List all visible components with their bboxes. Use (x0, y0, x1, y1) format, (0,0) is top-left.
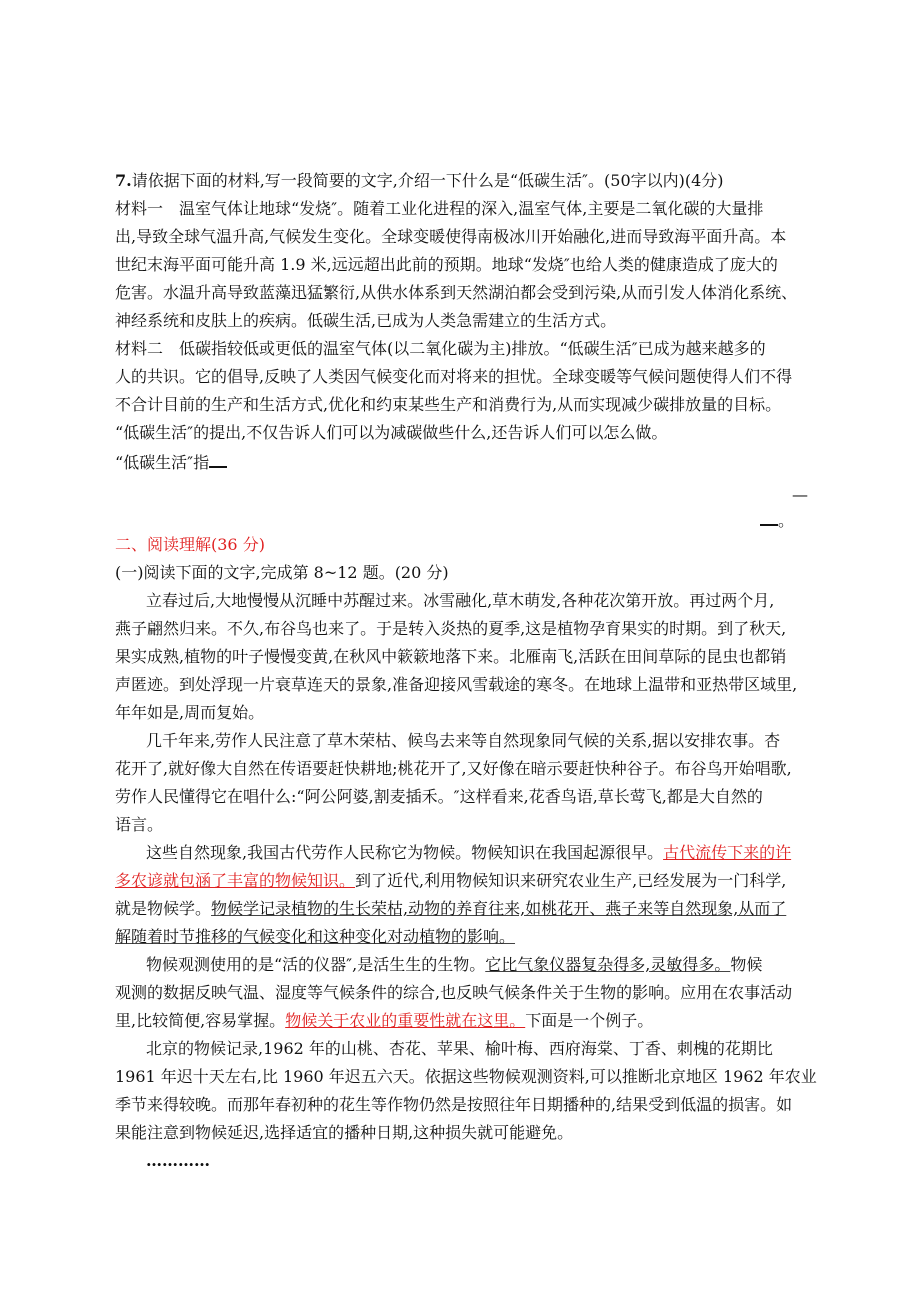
underlined-text: 它比气象仪器复杂得多,灵敏得多。 (485, 955, 731, 974)
passage-line: 果实成熟,植物的叶子慢慢变黄,在秋风中簌簌地落下来。北雁南飞,活跃在田间草际的昆虫也都销 (115, 647, 787, 666)
question-7-prompt (115, 171, 724, 193)
material-1-line: 材料一 温室气体让地球“发烧″。随着工业化进程的深入,温室气体,主要是二氧化碳的大量排 (115, 199, 764, 218)
passage-line (115, 927, 515, 949)
passage-line: 季节来得较晚。而那年春初种的花生等作物仍然是按照往年日期播种的,结果受到低温的损害。如 (115, 1095, 793, 1114)
answer-dash: — (792, 485, 808, 504)
question-number: 7. (115, 171, 132, 190)
answer-line (115, 451, 227, 473)
passage-line (115, 899, 786, 921)
passage-line: 语言。 (115, 815, 164, 834)
question-prompt-text: 请依据下面的材料,写一段简要的文字,介绍一下什么是“低碳生活″。(50字以内)(4分) (131, 171, 724, 190)
passage-line: 果能注意到物候延迟,选择适宜的播种日期,这种损失就可能避免。 (115, 1123, 574, 1142)
answer-end (760, 509, 794, 531)
material-1-line: 出,导致全球气温升高,气候发生变化。全球变暖使得南极冰川开始融化,进而导致海平面升高。本 (115, 227, 787, 246)
passage-line (146, 955, 762, 977)
passage-text: 到了近代,利用物候知识来研究农业生产,已经发展为一门科学, (355, 871, 787, 890)
passage-line: 几千年来,劳作人民注意了草木荣枯、候鸟去来等自然现象同气候的关系,据以安排农事。杏 (146, 731, 781, 750)
passage-line: 燕子翩然归来。不久,布谷鸟也来了。于是转入炎热的夏季,这是植物孕育果实的时期。到了秋天, (115, 619, 787, 638)
passage-line: 年年如是,周而复始。 (115, 703, 265, 722)
passage-line: 劳作人民懂得它在唱什么:“阿公阿婆,割麦插禾。″这样看来,花香鸟语,草长莺飞,都是大自然的 (115, 787, 763, 806)
passage-line: 1961 年迟十天左右,比 1960 年迟五六天。依据这些物候观测资料,可以推断北京地区 1962 年农业 (115, 1067, 817, 1086)
passage-text: 里,比较简便,容易掌握。 (115, 1011, 286, 1030)
highlighted-text: 古代流传下来的许 (663, 843, 792, 862)
answer-prefix: “低碳生活″指 (115, 453, 210, 472)
material-1-line: 神经系统和皮肤上的疾病。低碳生活,已成为人类急需建立的生活方式。 (115, 311, 617, 330)
passage-text: 物候 (730, 955, 763, 974)
material-2-line: 不合计目前的生产和生活方式,优化和约束某些生产和消费行为,从而实现减少碳排放量的目标。 (115, 395, 782, 414)
highlighted-text: 物候关于农业的重要性就在这里。 (285, 1011, 526, 1030)
section-subtitle: (一)阅读下面的文字,完成第 8~12 题。(20 分) (115, 563, 449, 582)
passage-text: 物候观测使用的是“活的仪器″,是活生生的生物。 (146, 955, 486, 974)
material-2-line: “低碳生活″的提出,不仅告诉人们可以为减碳做些什么,还告诉人们可以怎么做。 (115, 423, 668, 442)
ellipsis: ………… (146, 1151, 210, 1170)
passage-line (115, 871, 786, 893)
highlighted-text: 多农谚就包涵了丰富的物候知识。 (115, 871, 356, 890)
passage-line: 花开了,就好像大自然在传语要赶快耕地;桃花开了,又好像在暗示要赶快种谷子。布谷鸟开始唱歌, (115, 759, 792, 778)
material-2-line: 材料二 低碳指较低或更低的温室气体(以二氧化碳为主)排放。“低碳生活″已成为越来越多的 (115, 339, 766, 358)
answer-period: 。 (778, 511, 795, 530)
passage-line: 立春过后,大地慢慢从沉睡中苏醒过来。冰雪融化,草木萌发,各种花次第开放。再过两个月, (146, 591, 775, 610)
material-2-line: 人的共识。它的倡导,反映了人类因气候变化而对将来的担忧。全球变暖等气候问题使得人们不得 (115, 367, 793, 386)
passage-line: 北京的物候记录,1962 年的山桃、杏花、苹果、榆叶梅、西府海棠、丁香、刺槐的花期比 (146, 1039, 773, 1058)
passage-text: 就是物候学。 (115, 899, 212, 918)
passage-text: 下面是一个例子。 (525, 1011, 654, 1030)
material-1-line: 世纪末海平面可能升高 1.9 米,远远超出此前的预期。地球“发烧″也给人类的健康造成了庞大的 (115, 255, 778, 274)
passage-line: 观测的数据反映气温、湿度等气候条件的综合,也反映气候条件关于生物的影响。应用在农事活动 (115, 983, 793, 1002)
passage-line: 声匿迹。到处浮现一片衰草连天的景象,准备迎接风雪载途的寒冬。在地球上温带和亚热带区域里, (115, 675, 798, 694)
material-1-line: 危害。水温升高导致蓝藻迅猛繁衍,从供水体系到天然湖泊都会受到污染,从而引发人体消化系统、 (115, 283, 798, 302)
underlined-text: 物候学记录植物的生长荣枯,动物的养育往来,如桃花开、燕子来等自然现象,从而了 (211, 899, 787, 918)
answer-blank-end[interactable] (760, 509, 778, 526)
underlined-text: 解随着时节推移的气候变化和这种变化对动植物的影响。 (115, 927, 516, 946)
passage-text: 这些自然现象,我国古代劳作人民称它为物候。物候知识在我国起源很早。 (146, 843, 664, 862)
passage-line (146, 843, 791, 865)
section-title: 二、阅读理解(36 分) (115, 535, 265, 554)
answer-blank[interactable] (209, 451, 227, 468)
passage-line (115, 1011, 653, 1033)
